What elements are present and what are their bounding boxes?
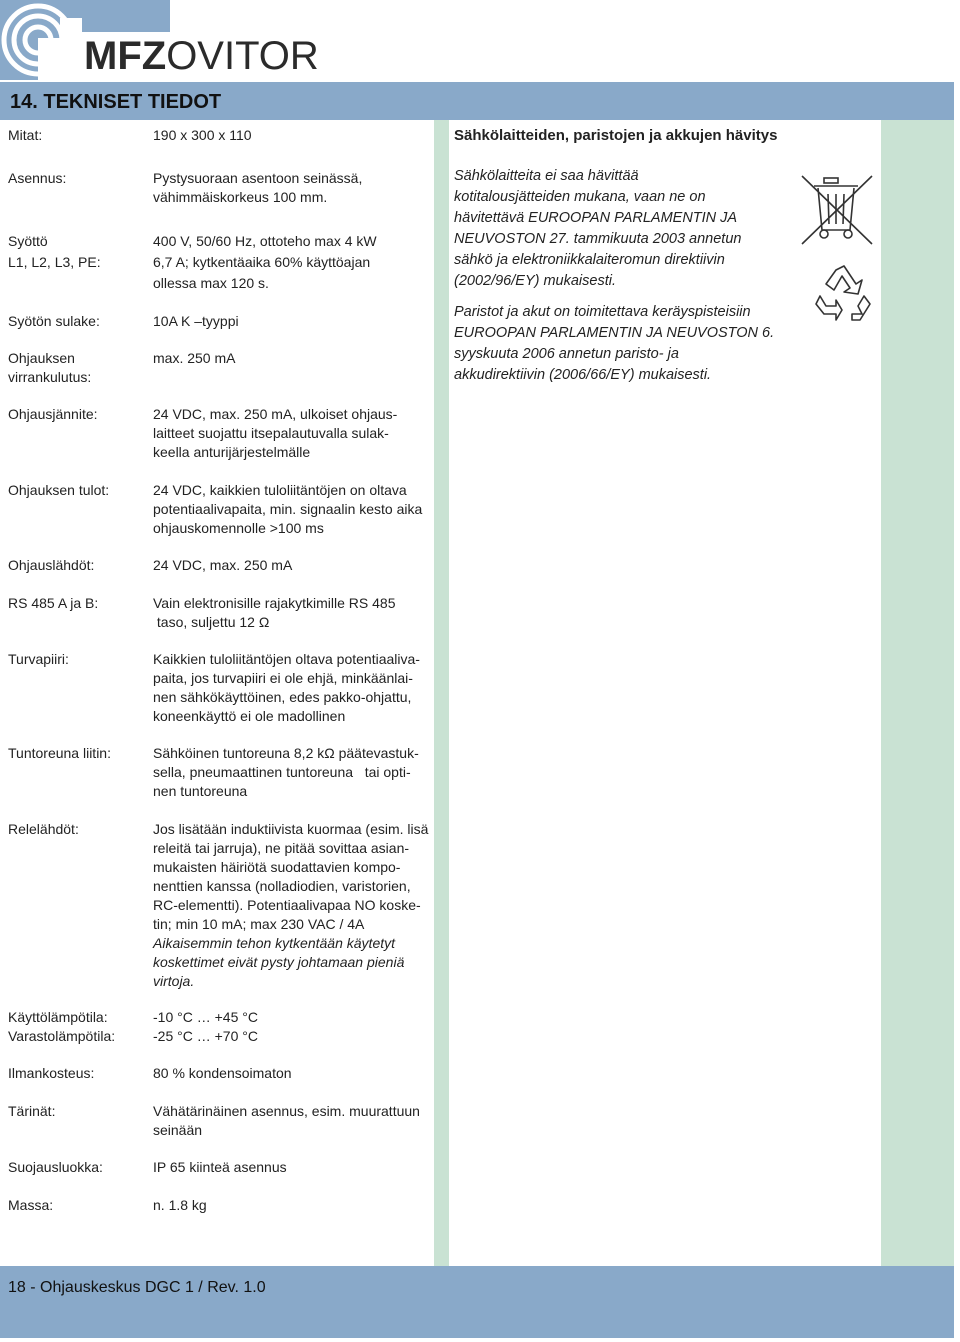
spec-value: 24 VDC, max. 250 mA, ulkoiset ohjaus- laitteet suojattu itsepalautuvalla sulak- keella anturijärjestelmälle [153, 406, 398, 460]
right-margin-strip [881, 120, 954, 1266]
spec-label: Relelähdöt: [8, 821, 79, 837]
page-title: 14. TEKNISET TIEDOT [10, 91, 222, 113]
spec-value: 190 x 300 x 110 [153, 127, 252, 143]
battery-paragraph: Paristot ja akut on toimitettava keräyspisteisiin EUROOPAN PARLAMENTIN JA NEUVOSTON 6. syyskuuta 2006 annetun paristo- ja akkudirektiivin (2006/66/EY) mukaisesti. [454, 304, 775, 383]
spec-label: Asennus: [8, 170, 67, 186]
spec-label: Ilmankosteus: [8, 1065, 95, 1081]
spec-label: Ohjauksen tulot: [8, 482, 110, 498]
spec-label: Ohjauksen virrankulutus: [8, 350, 92, 385]
logo-wordmark: MFZOVITOR [84, 34, 319, 78]
spec-value: Kaikkien tuloliitäntöjen oltava potentiaaliva- paita, jos turvapiiri ei ole ehjä, minkäänlai- nen sähkökäyttöinen, edes pakko-ohjattu, koneenkäyttö ei ole madollinen [153, 651, 420, 724]
footer-text: 18 - Ohjauskeskus DGC 1 / Rev. 1.0 [8, 1279, 266, 1296]
spec-value: -10 °C … +45 °C -25 °C … +70 °C [153, 1009, 258, 1044]
spec-value: Vähätärinäinen asennus, esim. muurattuun seinään [153, 1103, 420, 1138]
spec-value: n. 1.8 kg [153, 1197, 207, 1213]
spec-value: Vain elektronisille rajakytkimille RS 485 taso, suljettu 12 Ω [153, 595, 396, 630]
relay-note: Aikaisemmin tehon kytkentään käytetyt [153, 935, 396, 951]
spec-label: Ohjauslähdöt: [8, 557, 95, 573]
spec-value: Pystysuoraan asentoon seinässä, vähimmäiskorkeus 100 mm. [153, 170, 363, 205]
spec-value: 24 VDC, max. 250 mA [153, 557, 293, 573]
weee-paragraph: Sähkölaitteita ei saa hävittää kotitalousjätteiden mukana, vaan ne on hävitettävä EUROOPAN PARLAMENTIN JA NEUVOSTON 27. tammikuuta 2003 annetun sähkö ja elektroniikkalaiteromun direktiivin (2002/96/EY) mukaisesti. [454, 168, 742, 289]
disposal-heading: Sähkölaitteiden, paristojen ja akkujen hävitys [454, 127, 778, 144]
spec-label: Tuntoreuna liitin: [8, 745, 111, 761]
spec-label: Syötön sulake: [8, 313, 100, 329]
section-header [0, 82, 954, 120]
column-divider [434, 120, 449, 1266]
spec-label: RS 485 A ja B: [8, 595, 99, 611]
spec-label: Ohjausjännite: [8, 406, 98, 422]
spec-label: Mitat: [8, 127, 43, 143]
company-logo [0, 0, 319, 80]
crossed-out-bin-icon [800, 174, 874, 246]
spec-label: Käyttölämpötila: Varastolämpötila: [8, 1009, 116, 1044]
spec-label: Tärinät: [8, 1103, 56, 1119]
spec-value: max. 250 mA [153, 350, 236, 366]
spec-value: IP 65 kiinteä asennus [153, 1159, 287, 1175]
spec-value: 400 V, 50/60 Hz, ottoteho max 4 kW 6,7 A; kytkentäaika 60% käyttöajan ollessa max 120 s. [153, 233, 377, 291]
spec-label: Syöttö L1, L2, L3, PE: [8, 233, 101, 270]
spec-value: Sähköinen tuntoreuna 8,2 kΩ päätevastuk- sella, pneumaattinen tuntoreuna tai opti- nen tuntoreuna [153, 745, 419, 799]
spec-value: Jos lisätään induktiivista kuormaa (esim. lisä releitä tai jarruja), ne pitää sovittaa asian- mukaisten häiriötä suodattavien kompo- nenttien kanssa (nolladiodien, varistorien, RC-elementti). Potentiaalivapaa NO koske- tin; min 10 mA; max 230 VAC / 4A Aikaisemmin tehon kytkentään käytetyt koskettimet eivät pysty johtamaan pieniä virtoja. [153, 820, 433, 991]
page-footer [0, 1266, 954, 1338]
spec-value: 10A K –tyyppi [153, 313, 239, 329]
spec-value: 24 VDC, kaikkien tuloliitäntöjen on oltava potentiaalivapaita, min. signaalin kesto aika ohjauskomennolle >100 ms [153, 482, 423, 536]
recycle-icon [812, 262, 876, 326]
spec-label: Turvapiiri: [8, 651, 69, 667]
spec-value: 80 % kondensoimaton [153, 1065, 292, 1081]
spec-label: Suojausluokka: [8, 1159, 103, 1175]
spec-label: Massa: [8, 1197, 54, 1213]
